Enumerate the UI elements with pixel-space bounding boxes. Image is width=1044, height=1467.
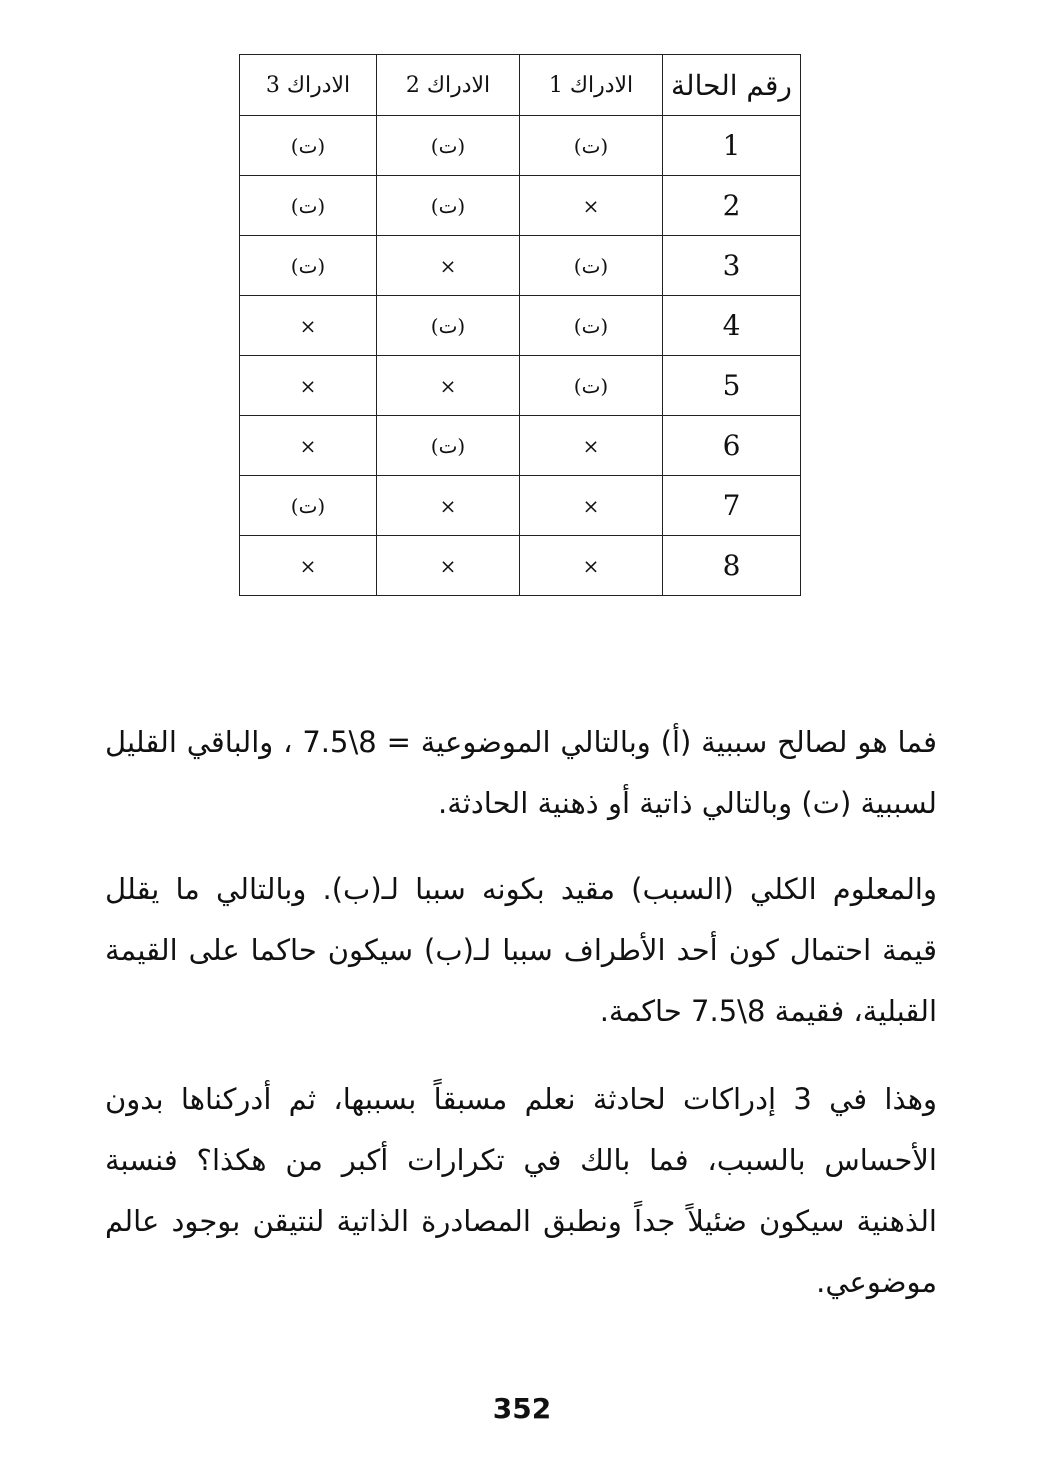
table-cell: (ت) [520,356,663,416]
table-row [240,476,801,536]
case-number-cell: 8 [663,536,801,596]
table-row [240,236,801,296]
table-cell: (ت) [240,176,377,236]
table-cell: × [520,536,663,596]
case-number-cell: 1 [663,116,801,176]
table-cell: (ت) [520,116,663,176]
table-cell: (ت) [240,116,377,176]
case-number-cell: 7 [663,476,801,536]
table-cell: (ت) [377,116,520,176]
table-row [240,356,801,416]
table-cell: × [240,296,377,356]
table-cell: (ت) [520,296,663,356]
table-cell: × [240,416,377,476]
table-cell: (ت) [377,296,520,356]
table-cell: × [240,356,377,416]
paragraph-2: والمعلوم الكلي (السبب) مقيد بكونه سببا لـ(ب). وبالتالي ما يقلل قيمة احتمال كون أحد الأطراف سببا لـ(ب) سيكون حاكما على القيمة القبلية، فقيمة 8\7.5 حاكمة. [105,872,937,1028]
table-cell: (ت) [377,176,520,236]
header-case-number: رقم الحالة [663,55,801,116]
paragraph-3: وهذا في 3 إدراكات لحادثة نعلم مسبقاً بسببها، ثم أدركناها بدون الأحساس بالسبب، فما بالك في تكرارات أكبر من هكذا؟ فنسبة الذهنية سيكون ضئيلاً جداً ونطبق المصادرة الذاتية لنتيقن بوجود عالم موضوعي. [105,1082,937,1299]
table-row [240,176,801,236]
table-cell: × [240,536,377,596]
table-row [240,416,801,476]
case-number-cell: 2 [663,176,801,236]
table-cell: (ت) [240,236,377,296]
case-number-cell: 5 [663,356,801,416]
cases-table [239,54,801,596]
table-cell: × [377,236,520,296]
header-perception-1: الادراك 1 [520,55,663,116]
table-cell: × [377,536,520,596]
table-cell: × [377,476,520,536]
paragraph-1: فما هو لصالح سببية (أ) وبالتالي الموضوعية = 8\7.5 ، والباقي القليل لسببية (ت) وبالتالي ذاتية أو ذهنية الحادثة. [105,725,937,820]
header-perception-2: الادراك 2 [377,55,520,116]
table-row [240,116,801,176]
case-number-cell: 4 [663,296,801,356]
table-cell: (ت) [377,416,520,476]
case-number-cell: 6 [663,416,801,476]
table-header-row [240,55,801,116]
table-cell: (ت) [240,476,377,536]
table-cell: × [520,176,663,236]
table-cell: × [377,356,520,416]
table-cell: × [520,476,663,536]
table-row [240,536,801,596]
table-cell: (ت) [520,236,663,296]
page-number: 352 [492,1392,552,1425]
table-row [240,296,801,356]
table-cell: × [520,416,663,476]
case-number-cell: 3 [663,236,801,296]
header-perception-3: الادراك 3 [240,55,377,116]
